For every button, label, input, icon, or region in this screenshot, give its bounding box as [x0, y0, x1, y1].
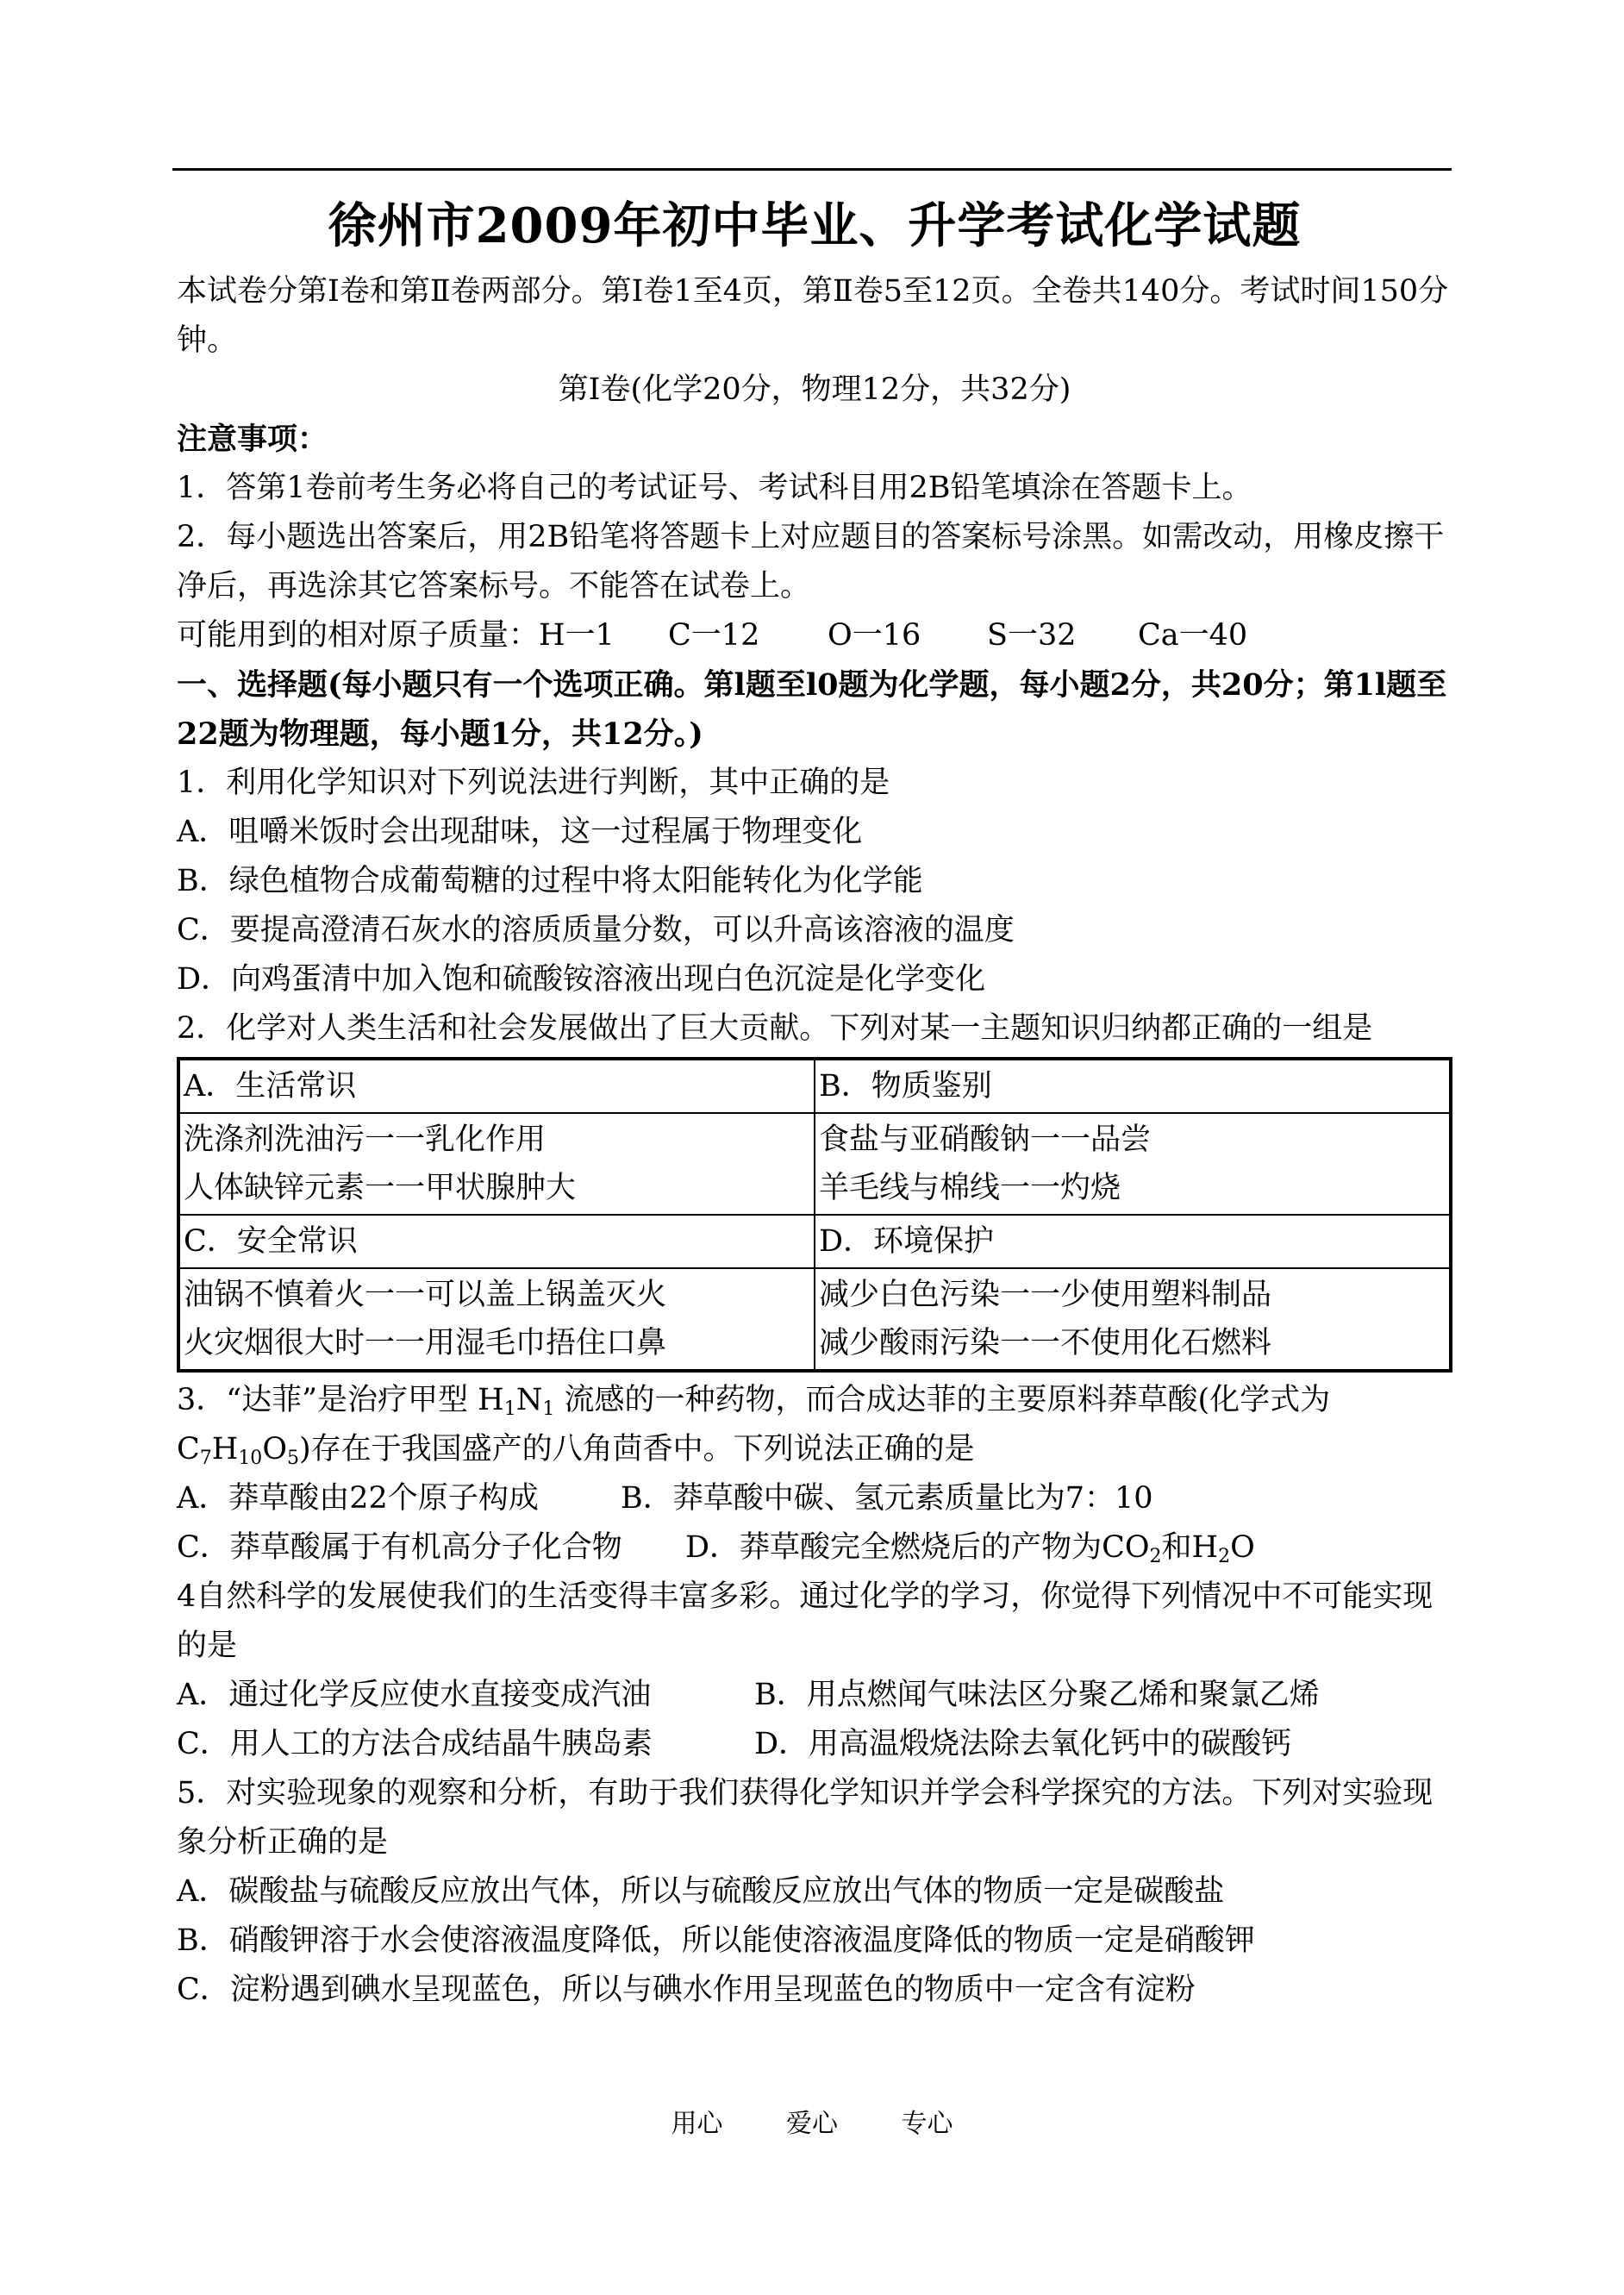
q3-stem-line-2: $C_7H_{10}O_5$)存在于我国盛产的八角茴香中。下列说法正确的是 [177, 1432, 975, 1469]
q1-option-a: A．咀嚼米饭时会出现甜味，这一过程属于物理变化 [177, 815, 863, 849]
footer-word-2: 爱心 [786, 2109, 838, 2139]
q2-d-line-1: 减少白色污染一一少使用塑料制品 [819, 1278, 1272, 1312]
exam-content [177, 191, 1452, 2015]
atomic-mass-o: O一16 [828, 618, 921, 653]
q2-cell-d-head: D．环境保护 [815, 1215, 1451, 1268]
q2-cell-b-head: B．物质鉴别 [815, 1059, 1451, 1113]
q4-option-a: A．通过化学反应使水直接变成汽油 [177, 1678, 652, 1712]
q1-option-d: D．向鸡蛋清中加入饱和硫酸铵溶液出现白色沉淀是化学变化 [177, 962, 986, 997]
q2-cell-a-body [178, 1113, 815, 1215]
section1-heading: 一、选择题(每小题只有一个选项正确。第l题至l0题为化学题，每小题2分，共20分；第1l题至22题为物理题，每小题1分，共12分。) [177, 667, 1447, 752]
q4-option-c: C．用人工的方法合成结晶牛胰岛素 [177, 1727, 653, 1761]
exam-intro: 本试卷分第Ⅰ卷和第Ⅱ卷两部分。第Ⅰ卷1至4页，第Ⅱ卷5至12页。全卷共140分。考试时间150分钟。 [177, 274, 1449, 358]
q3-options-cd [177, 1523, 1452, 1573]
q3-option-b: B．莽草酸中碳、氢元素质量比为7：10 [621, 1481, 1153, 1516]
q2-d-line-2: 减少酸雨污染一一不使用化石燃料 [819, 1326, 1272, 1360]
atomic-masses-label: 可能用到的相对原子质量： [177, 618, 540, 653]
header-rule [172, 168, 1452, 171]
notes-heading: 注意事项： [177, 422, 328, 457]
q5-option-b: B．硝酸钾溶于水会使溶液温度降低，所以能使溶液温度降低的物质一定是硝酸钾 [177, 1923, 1255, 1958]
note-item-2: 2．每小题选出答案后，用2B铅笔将答题卡上对应题目的答案标号涂黑。如需改动，用橡皮擦干净后，再选涂其它答案标号。不能答在试卷上。 [177, 520, 1445, 603]
note-item-1: 1．答第1卷前考生务必将自己的考试证号、考试科目用2B铅笔填涂在答题卡上。 [177, 471, 1252, 505]
atomic-mass-c: C一12 [668, 618, 760, 653]
q4-stem: 4自然科学的发展使我们的生活变得丰富多彩。通过化学的学习，你觉得下列情况中不可能实现的是 [177, 1579, 1433, 1663]
q2-cell-c-head: C．安全常识 [178, 1215, 815, 1268]
q2-b-line-1: 食盐与亚硝酸钠一一品尝 [819, 1122, 1152, 1157]
atomic-mass-h: H一1 [539, 618, 615, 653]
part1-heading: 第Ⅰ卷(化学20分，物理12分，共32分) [558, 372, 1071, 407]
q2-options-table [177, 1057, 1452, 1373]
q1-option-b: B．绿色植物合成葡萄糖的过程中将太阳能转化为化学能 [177, 864, 923, 898]
q5-option-c: C．淀粉遇到碘水呈现蓝色，所以与碘水作用呈现蓝色的物质中一定含有淀粉 [177, 1973, 1196, 2007]
q1-stem: 1．利用化学知识对下列说法进行判断，其中正确的是 [177, 766, 890, 800]
q3-stem-line-1: 3．“达菲”是治疗甲型 $H_1N_1$ 流感的一种药物，而合成达菲的主要原料莽草酸(化学式为 [177, 1383, 1331, 1420]
q2-a-line-1: 洗涤剂洗油污一一乳化作用 [184, 1122, 547, 1157]
q3-option-d: D．莽草酸完全燃烧后的产物为$CO_2$和$H_2O$ [685, 1530, 1255, 1567]
q3-options-ab [177, 1474, 1452, 1523]
atomic-masses [177, 611, 1452, 660]
q4-option-d: D．用高温煅烧法除去氧化钙中的碳酸钙 [754, 1727, 1292, 1761]
q4-option-b: B．用点燃闻气味法区分聚乙烯和聚氯乙烯 [754, 1678, 1320, 1712]
q2-cell-a-head: A．生活常识 [178, 1059, 815, 1113]
q2-cell-b-body [815, 1113, 1451, 1215]
q4-options-cd [177, 1720, 1452, 1769]
q3-option-a: A．莽草酸由22个原子构成 [177, 1481, 539, 1516]
footer-word-3: 专心 [901, 2109, 953, 2139]
q2-a-line-2: 人体缺锌元素一一甲状腺肿大 [184, 1171, 577, 1205]
footer-word-1: 用心 [671, 2109, 723, 2139]
q2-cell-d-body [815, 1268, 1451, 1371]
q5-stem: 5．对实验现象的观察和分析，有助于我们获得化学知识并学会科学探究的方法。下列对实验现象分析正确的是 [177, 1776, 1433, 1860]
page-footer [0, 2107, 1624, 2142]
q2-c-line-1: 油锅不慎着火一一可以盖上锅盖灭火 [184, 1278, 667, 1312]
atomic-mass-ca: Ca一40 [1138, 618, 1248, 653]
atomic-mass-s: S一32 [987, 618, 1077, 653]
exam-title: 徐州市2009年初中毕业、升学考试化学试题 [328, 197, 1302, 254]
q3-option-c: C．莽草酸属于有机高分子化合物 [177, 1530, 622, 1565]
q2-stem: 2．化学对人类生活和社会发展做出了巨大贡献。下列对某一主题知识归纳都正确的一组是 [177, 1011, 1373, 1046]
q1-option-c: C．要提高澄清石灰水的溶质质量分数，可以升高该溶液的温度 [177, 913, 1015, 947]
q2-b-line-2: 羊毛线与棉线一一灼烧 [819, 1171, 1121, 1205]
q2-cell-c-body [178, 1268, 815, 1371]
q5-option-a: A．碳酸盐与硫酸反应放出气体，所以与硫酸反应放出气体的物质一定是碳酸盐 [177, 1874, 1225, 1909]
q2-c-line-2: 火灾烟很大时一一用湿毛巾捂住口鼻 [184, 1326, 667, 1360]
q4-options-ab [177, 1671, 1452, 1720]
